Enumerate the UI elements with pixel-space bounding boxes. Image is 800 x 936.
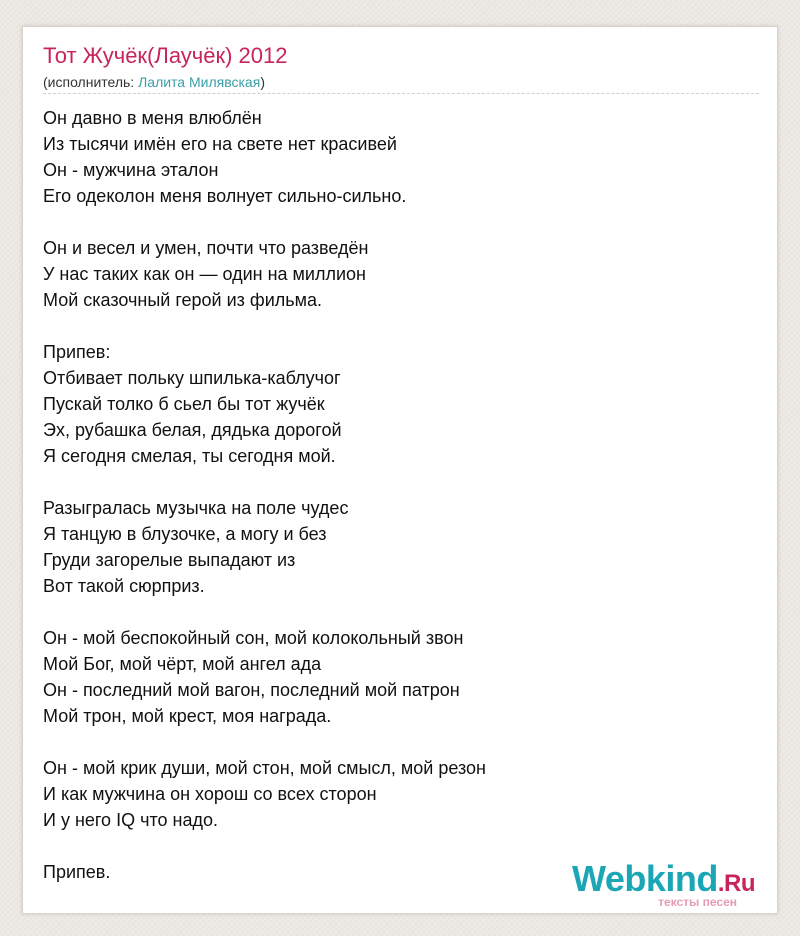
lyric-line: Отбивает польку шпилька-каблучог bbox=[43, 368, 341, 388]
lyric-line: Припев: bbox=[43, 342, 111, 362]
song-title: Тот Жучёк(Лаучёк) 2012 bbox=[43, 43, 288, 68]
lyric-line: Мой сказочный герой из фильма. bbox=[43, 290, 323, 310]
lyrics-body bbox=[43, 105, 759, 911]
lyric-line: Мой трон, мой крест, моя награда. bbox=[43, 706, 332, 726]
lyric-line: Разыгралась музычка на поле чудес bbox=[43, 498, 349, 518]
artist-prefix: (исполнитель: bbox=[43, 74, 139, 90]
lyric-line: Вот такой сюрприз. bbox=[43, 576, 205, 596]
lyric-line: Эх, рубашка белая, дядька дорогой bbox=[43, 420, 342, 440]
lyric-line: Он - мужчина эталон bbox=[43, 160, 219, 180]
lyric-line: Груди загорелые выпадают из bbox=[43, 550, 296, 570]
lyric-line: Пускай толко б сьел бы тот жучёк bbox=[43, 394, 325, 414]
lyrics-stanza bbox=[43, 495, 759, 599]
logo-tagline: тексты песен bbox=[658, 895, 737, 909]
lyric-line: И у него IQ что надо. bbox=[43, 810, 218, 830]
lyric-line: И как мужчина он хорош со всех сторон bbox=[43, 784, 377, 804]
artist-suffix: ) bbox=[260, 74, 265, 90]
artist-line bbox=[43, 74, 265, 90]
lyric-line: Он - мой крик души, мой стон, мой смысл, мой резон bbox=[43, 758, 486, 778]
lyric-line: У нас таких как он — один на миллион bbox=[43, 264, 366, 284]
lyrics-card bbox=[22, 26, 778, 914]
lyric-line: Из тысячи имён его на свете нет красивей bbox=[43, 134, 397, 154]
lyrics-stanza bbox=[43, 105, 759, 209]
webkind-logo[interactable] bbox=[572, 860, 755, 909]
lyrics-stanza bbox=[43, 339, 759, 469]
lyrics-stanza bbox=[43, 235, 759, 313]
title-divider bbox=[43, 93, 759, 94]
lyrics-stanza bbox=[43, 755, 759, 833]
logo-suffix: .Ru bbox=[717, 870, 755, 897]
lyric-line: Мой Бог, мой чёрт, мой ангел ада bbox=[43, 654, 322, 674]
lyrics-stanza bbox=[43, 625, 759, 729]
artist-link[interactable]: Лалита Милявская bbox=[138, 74, 261, 90]
lyric-line: Я сегодня смелая, ты сегодня мой. bbox=[43, 446, 336, 466]
lyric-line: Припев. bbox=[43, 862, 111, 882]
lyric-line: Он - последний мой вагон, последний мой патрон bbox=[43, 680, 460, 700]
lyric-line: Он - мой беспокойный сон, мой колокольный звон bbox=[43, 628, 464, 648]
lyric-line: Он давно в меня влюблён bbox=[43, 108, 262, 128]
lyric-line: Его одеколон меня волнует сильно-сильно. bbox=[43, 186, 407, 206]
logo-name: Webkind bbox=[571, 858, 718, 899]
lyric-line: Он и весел и умен, почти что разведён bbox=[43, 238, 369, 258]
lyric-line: Я танцую в блузочке, а могу и без bbox=[43, 524, 327, 544]
